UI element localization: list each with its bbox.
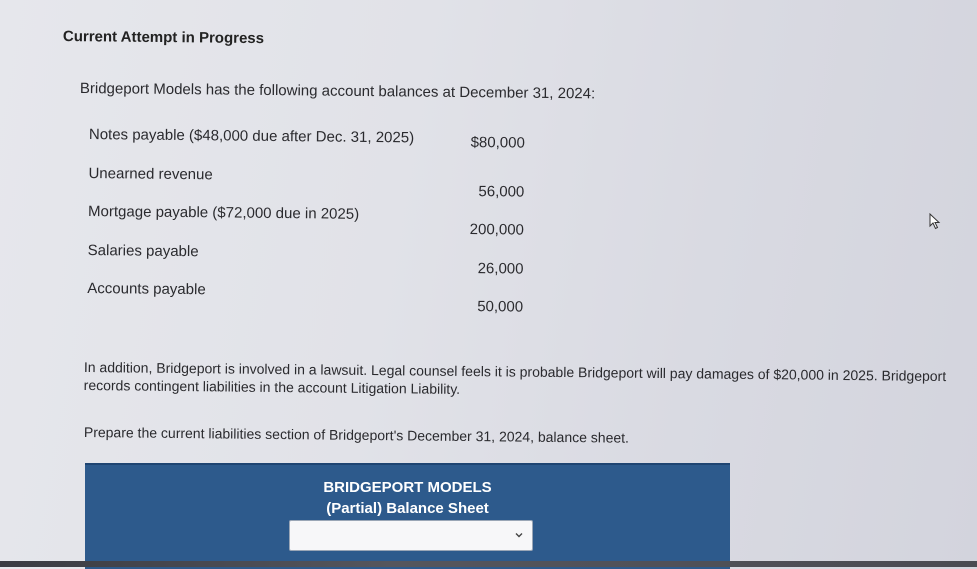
- account-balances-list: [87, 126, 539, 323]
- chevron-down-icon: [514, 530, 524, 540]
- balance-amount: 56,000: [478, 182, 525, 201]
- mouse-cursor-icon: [929, 213, 943, 231]
- date-select-dropdown[interactable]: [289, 520, 533, 551]
- balance-row: [88, 164, 538, 207]
- screen-bezel-edge: [0, 561, 977, 567]
- lawsuit-paragraph: In addition, Bridgeport is involved in a lawsuit. Legal counsel feels it is probable Bridgeport will pay damages of $20,000 in 2025. Bridgeport records contingent liabilities in the account Litigation Liability.: [83, 358, 947, 397]
- balance-label: Salaries payable: [87, 241, 199, 260]
- statement-title-heading: (Partial) Balance Sheet: [326, 500, 489, 517]
- balance-label: Unearned revenue: [88, 164, 213, 183]
- balance-label: Accounts payable: [87, 279, 206, 299]
- problem-intro: Bridgeport Models has the following account balances at December 31, 2024:: [79, 80, 596, 103]
- attempt-status: Current Attempt in Progress: [62, 28, 265, 48]
- balance-row: [87, 241, 537, 284]
- balance-row: [88, 203, 538, 246]
- balance-amount: 50,000: [477, 298, 524, 316]
- balance-amount: 200,000: [469, 220, 525, 239]
- balance-label: Mortgage payable ($72,000 due in 2025): [88, 202, 360, 223]
- company-name-heading: BRIDGEPORT MODELS: [323, 479, 492, 496]
- task-instruction: Prepare the current liabilities section of Bridgeport's December 31, 2024, balance sheet.: [83, 424, 630, 446]
- balance-row: [89, 126, 539, 169]
- balance-amount: 26,000: [477, 259, 524, 278]
- balance-sheet-panel: [85, 463, 730, 569]
- balance-amount: $80,000: [470, 133, 525, 152]
- balance-label: Notes payable ($48,000 due after Dec. 31, 2025): [88, 126, 415, 147]
- balance-row: [87, 280, 537, 323]
